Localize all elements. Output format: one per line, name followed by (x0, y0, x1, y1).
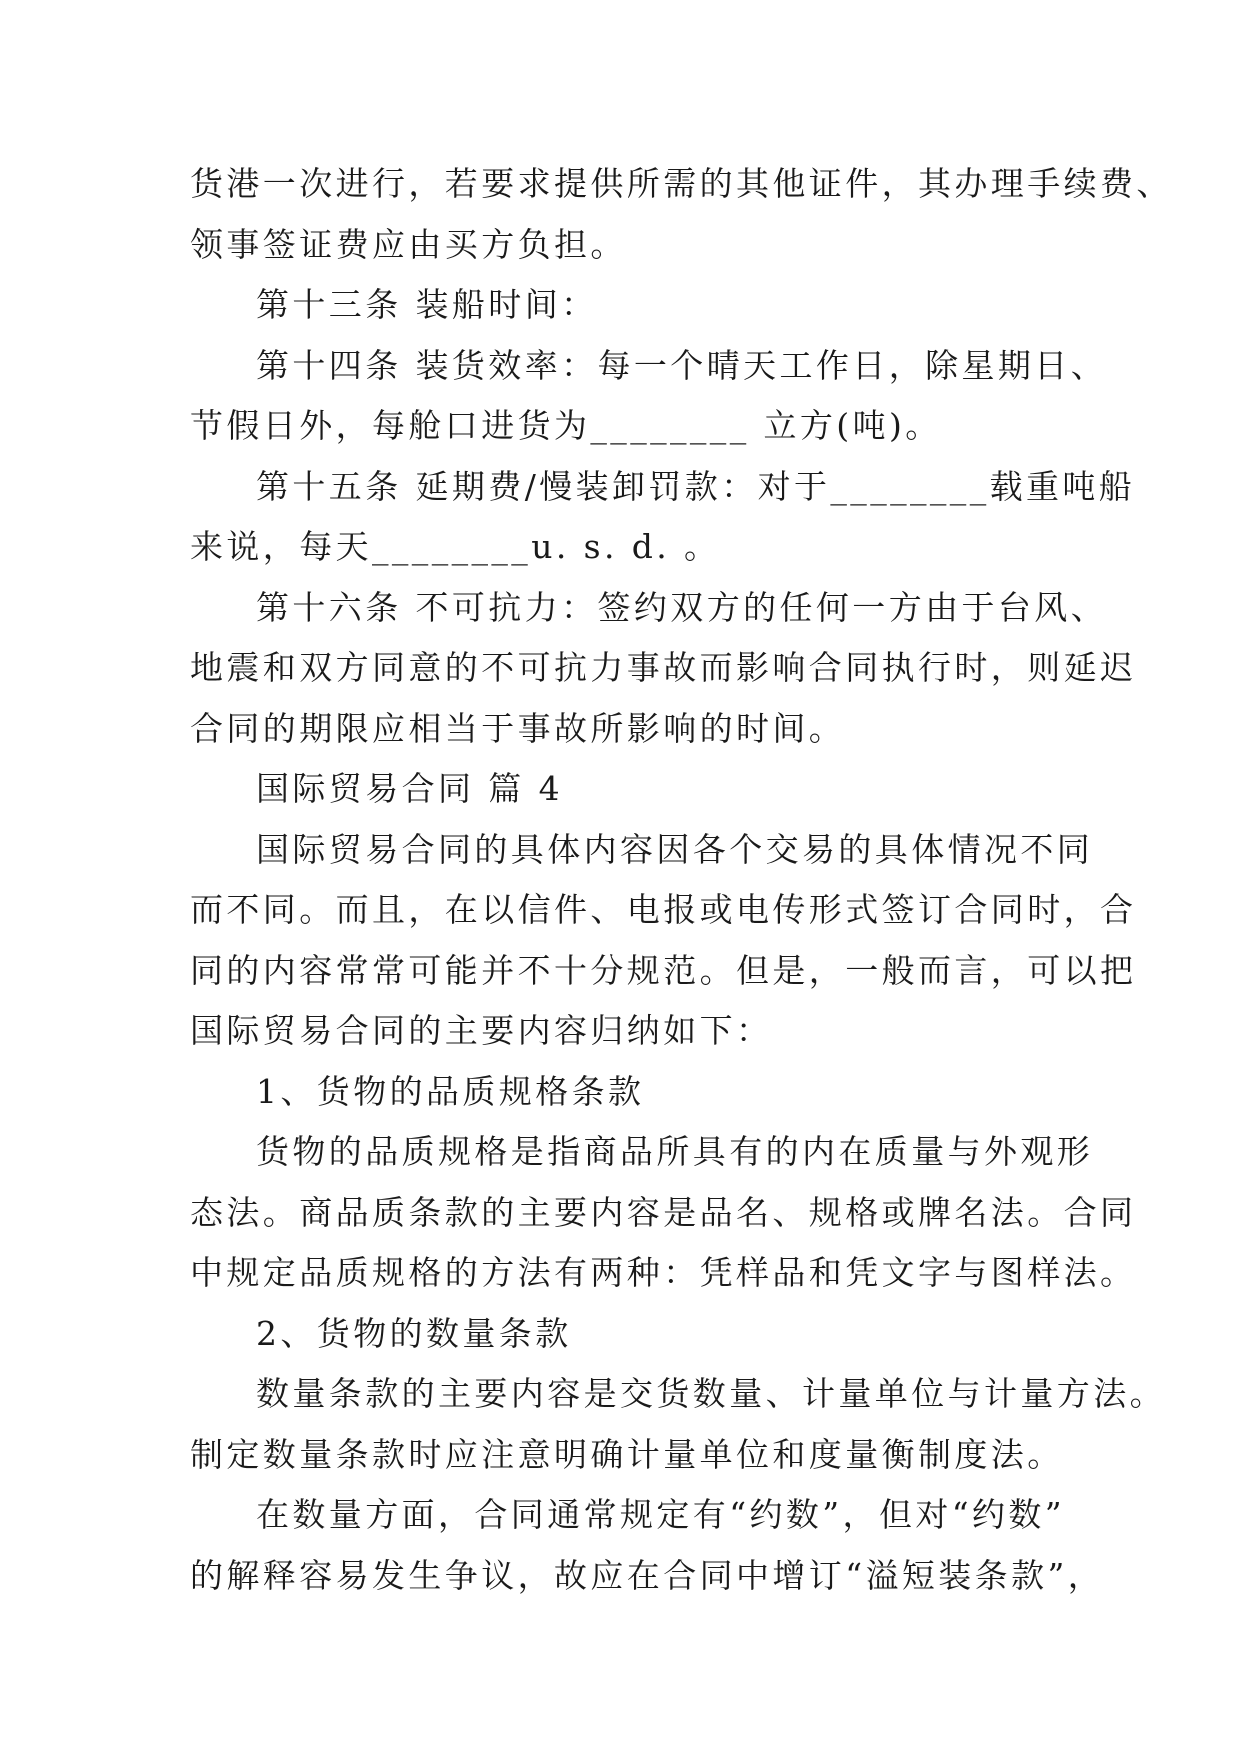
text-line: 来说，每天________u. s. d. 。 (190, 527, 721, 566)
text-line: 2、货物的数量条款 (256, 1313, 572, 1353)
text-line: 第十四条 装货效率：每一个晴天工作日，除星期日、 (256, 345, 1108, 385)
text-line: 国际贸易合同 篇 4 (256, 769, 563, 808)
text-line: 第十五条 延期费/慢装卸罚款：对于________载重吨船 (256, 466, 1136, 506)
text-line: 而不同。而且，在以信件、电报或电传形式签订合同时，合 (190, 890, 1137, 929)
text-line: 的解释容易发生争议，故应在合同中增订“溢短装条款”， (190, 1555, 1105, 1595)
text-line: 同的内容常常可能并不十分规范。但是，一般而言，可以把 (190, 950, 1137, 990)
text-line: 第十三条 装船时间： (256, 285, 598, 324)
text-line: 合同的期限应相当于事故所影响的时间。 (190, 708, 846, 748)
text-line: 国际贸易合同的具体内容因各个交易的具体情况不同 (256, 829, 1094, 869)
text-line: 国际贸易合同的主要内容归纳如下： (190, 1011, 773, 1050)
text-line: 1、货物的品质规格条款 (256, 1071, 645, 1111)
text-line: 领事签证费应由买方负担。 (190, 224, 627, 264)
text-line: 数量条款的主要内容是交货数量、计量单位与计量方法。 (256, 1374, 1166, 1413)
text-line: 态法。商品质条款的主要内容是品名、规格或牌名法。合同 (190, 1192, 1137, 1232)
text-line: 第十六条 不可抗力：签约双方的任何一方由于台风、 (256, 587, 1108, 627)
text-line: 节假日外，每舱口进货为________ 立方(吨)。 (190, 406, 942, 445)
text-line: 制定数量条款时应注意明确计量单位和度量衡制度法。 (190, 1434, 1064, 1474)
text-line: 中规定品质规格的方法有两种：凭样品和凭文字与图样法。 (190, 1253, 1137, 1292)
text-line: 货物的品质规格是指商品所具有的内在质量与外观形 (256, 1132, 1094, 1171)
text-line: 在数量方面，合同通常规定有“约数”，但对“约数” (256, 1495, 1066, 1534)
text-line: 地震和双方同意的不可抗力事故而影响合同执行时，则延迟 (190, 648, 1137, 687)
document-body (190, 154, 1173, 1606)
text-line: 货港一次进行，若要求提供所需的其他证件，其办理手续费、 (190, 164, 1173, 203)
